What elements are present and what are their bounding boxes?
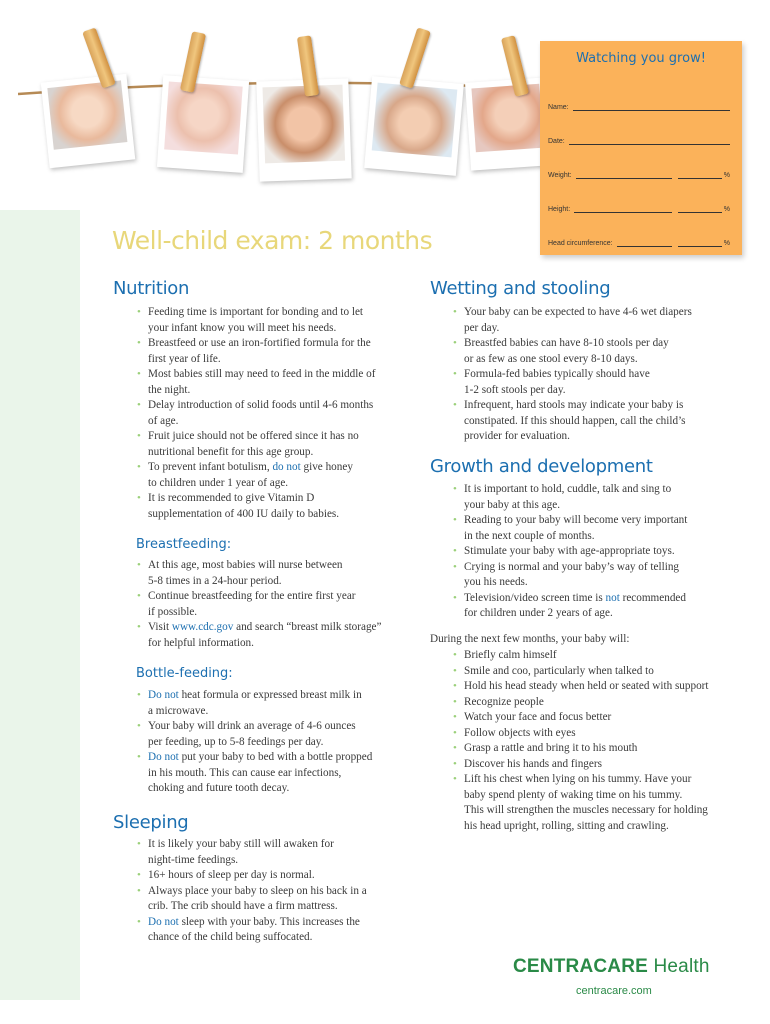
- milestones-intro: During the next few months, your baby will:: [430, 633, 630, 645]
- list-item-line: [148, 574, 426, 590]
- item-text: 16+ hours of sleep per day is normal.: [148, 869, 315, 881]
- head-line[interactable]: [617, 238, 672, 247]
- card-title: Watching you grow!: [576, 51, 706, 66]
- item-text: if possible.: [148, 605, 198, 618]
- height-label: Height:: [548, 206, 571, 213]
- item-text: per day.: [464, 321, 500, 334]
- item-text: night-time feedings.: [148, 853, 239, 866]
- list-item-line: [148, 636, 426, 652]
- list-item: [452, 648, 752, 664]
- list-item: [136, 429, 426, 460]
- item-text: 5-8 times in a 24-hour period.: [148, 574, 282, 587]
- item-text: Visit: [148, 621, 170, 633]
- list-item-line: [464, 383, 752, 399]
- item-text: in his mouth. This can cause ear infections,: [148, 766, 342, 779]
- list-item: [136, 868, 426, 884]
- head-percentile-line[interactable]: [678, 238, 722, 247]
- list-item: [452, 591, 752, 622]
- bottle-feeding-heading: Bottle-feeding:: [136, 666, 233, 681]
- list-item-line: [148, 853, 426, 869]
- list-item-line: [464, 726, 752, 742]
- list-item-line: [464, 336, 752, 352]
- list-item-line: [464, 429, 752, 445]
- list-item: [452, 398, 752, 445]
- item-text: Delay introduction of solid foods until 4-6 months: [148, 399, 374, 411]
- item-text: Infrequent, hard stools may indicate your baby is: [464, 399, 684, 411]
- item-text: nutritional benefit for this age group.: [148, 445, 314, 458]
- item-text: Lift his chest when lying on his tummy. Have your: [464, 773, 692, 785]
- website-url[interactable]: centracare.com: [576, 985, 652, 997]
- height-percentile-line[interactable]: [678, 204, 722, 213]
- weight-line[interactable]: [576, 170, 672, 179]
- item-text: Watch your face and focus better: [464, 711, 612, 723]
- list-item: [452, 513, 752, 544]
- item-text: Continue breastfeeding for the entire first year: [148, 590, 356, 602]
- nutrition-list: [136, 305, 426, 522]
- list-item-line: [148, 735, 426, 751]
- list-item-line: [464, 757, 752, 773]
- list-item: [452, 679, 752, 695]
- item-text: Most babies still may need to feed in the middle of: [148, 368, 376, 380]
- list-item: [136, 750, 426, 797]
- item-text: choking and future tooth decay.: [148, 782, 290, 794]
- list-item: [136, 305, 426, 336]
- list-item: [452, 305, 752, 336]
- item-text: It is likely your baby still will awaken for: [148, 838, 334, 850]
- item-text: Discover his hands and fingers: [464, 757, 602, 770]
- list-item: [452, 695, 752, 711]
- baby-photo-4: [364, 76, 464, 176]
- list-item-line: [464, 575, 752, 591]
- item-text: your infant know you will meet his needs.: [148, 321, 337, 334]
- percent-sign: %: [723, 206, 730, 213]
- item-text: To prevent infant botulism,: [148, 461, 270, 473]
- item-text: his head upright, rolling, sitting and crawling.: [464, 819, 669, 832]
- item-text: Television/video screen time is: [464, 591, 603, 604]
- list-item: [452, 544, 752, 560]
- item-text: It is important to hold, cuddle, talk and sing to: [464, 483, 672, 495]
- list-item: [452, 726, 752, 742]
- name-line[interactable]: [573, 102, 730, 111]
- wetting-heading: Wetting and stooling: [430, 278, 611, 299]
- height-line[interactable]: [574, 204, 672, 213]
- list-item-line: [464, 305, 752, 321]
- growth-tracking-card: [540, 41, 742, 255]
- item-text: Your baby can be expected to have 4-6 wet diapers: [464, 306, 692, 318]
- list-item-line: [464, 710, 752, 726]
- item-text: heat formula or expressed breast milk in: [181, 689, 362, 701]
- cdc-link[interactable]: www.cdc.gov: [171, 621, 234, 633]
- list-item-line: [464, 414, 752, 430]
- list-item-line: [148, 336, 426, 352]
- item-text: Hold his head steady when held or seated with support: [464, 680, 709, 692]
- item-text: baby spend plenty of waking time on his tummy.: [464, 788, 683, 801]
- baby-photo-5: [465, 77, 551, 170]
- logo-part-3: Health: [648, 956, 710, 977]
- list-item-line: [148, 305, 426, 321]
- list-item-line: [148, 605, 426, 621]
- list-item-line: [464, 664, 752, 680]
- growth-list: [452, 482, 752, 622]
- wetting-list: [452, 305, 752, 445]
- list-item-line: [148, 915, 426, 931]
- list-item: [136, 398, 426, 429]
- list-item: [452, 757, 752, 773]
- list-item-line: [464, 529, 752, 545]
- list-item: [136, 884, 426, 915]
- item-text: This will strengthen the muscles necessary for holding: [464, 804, 708, 816]
- page-title: Well-child exam: 2 months: [112, 226, 433, 255]
- item-text: chance of the child being suffocated.: [148, 931, 313, 943]
- emphasis-text: do not: [272, 461, 301, 473]
- list-item: [136, 367, 426, 398]
- item-text: the night.: [148, 383, 191, 396]
- milestones-list: [452, 648, 752, 834]
- list-item-line: [148, 766, 426, 782]
- list-item: [136, 336, 426, 367]
- list-item-line: [148, 899, 426, 915]
- item-text: in the next couple of months.: [464, 529, 595, 542]
- list-item-line: [464, 367, 752, 383]
- item-text: Smile and coo, particularly when talked to: [464, 664, 654, 677]
- list-item: [452, 482, 752, 513]
- item-text: Follow objects with eyes: [464, 726, 576, 739]
- height-field[interactable]: [548, 199, 730, 213]
- list-item-line: [464, 819, 752, 835]
- item-text: Formula-fed babies typically should have: [464, 368, 650, 380]
- list-item-line: [148, 445, 426, 461]
- list-item-line: [464, 352, 752, 368]
- emphasis-text: not: [605, 591, 620, 604]
- percent-sign: %: [723, 240, 730, 247]
- list-item-line: [148, 884, 426, 900]
- sleeping-list: [136, 837, 426, 946]
- item-text: crib. The crib should have a firm mattress.: [148, 900, 338, 912]
- item-text: Briefly calm himself: [464, 649, 557, 661]
- item-text: Feeding time is important for bonding and to let: [148, 306, 364, 318]
- item-text: recommended: [622, 591, 686, 604]
- list-item-line: [148, 688, 426, 704]
- baby-photo-1: [41, 74, 136, 169]
- list-item-line: [148, 589, 426, 605]
- list-item: [452, 741, 752, 757]
- date-label: Date:: [548, 138, 565, 145]
- item-text: Your baby will drink an average of 4-6 ounces: [148, 720, 356, 732]
- list-item: [452, 772, 752, 834]
- list-item: [452, 336, 752, 367]
- list-item-line: [148, 367, 426, 383]
- item-text: Recognize people: [464, 695, 544, 708]
- weight-percentile-line[interactable]: [678, 170, 722, 179]
- list-item-line: [464, 741, 752, 757]
- item-text: constipated. If this should happen, call the child’s: [464, 414, 686, 427]
- item-text: supplementation of 400 IU daily to babies.: [148, 507, 340, 520]
- list-item: [136, 688, 426, 719]
- item-text: first year of life.: [148, 352, 221, 365]
- weight-field[interactable]: [548, 165, 730, 179]
- list-item-line: [148, 558, 426, 574]
- emphasis-text: Do not: [148, 689, 179, 701]
- item-text: Stimulate your baby with age-appropriate toys.: [464, 545, 675, 557]
- list-item-line: [464, 695, 752, 711]
- item-text: Always place your baby to sleep on his back in a: [148, 884, 367, 897]
- list-item-line: [464, 513, 752, 529]
- list-item-line: [464, 648, 752, 664]
- list-item-line: [148, 507, 426, 523]
- list-item-line: [148, 620, 426, 636]
- item-text: to children under 1 year of age.: [148, 476, 289, 489]
- item-text: of age.: [148, 414, 179, 427]
- list-item-line: [148, 719, 426, 735]
- item-text: Crying is normal and your baby’s way of telling: [464, 560, 680, 573]
- list-item: [452, 367, 752, 398]
- logo-part-2: CARE: [593, 956, 649, 977]
- list-item-line: [148, 460, 426, 476]
- head-label: Head circumference:: [548, 240, 613, 247]
- list-item: [136, 915, 426, 946]
- list-item-line: [148, 868, 426, 884]
- item-text: Fruit juice should not be offered since it has no: [148, 430, 359, 442]
- percent-sign: %: [723, 172, 730, 179]
- list-item-line: [464, 606, 752, 622]
- list-item-line: [148, 352, 426, 368]
- item-text: sleep with your baby. This increases the: [181, 915, 360, 928]
- item-text: 1-2 soft stools per day.: [464, 383, 566, 396]
- left-color-band: [0, 210, 80, 1000]
- list-item-line: [148, 837, 426, 853]
- name-label: Name:: [548, 104, 569, 111]
- weight-label: Weight:: [548, 172, 572, 179]
- list-item-line: [148, 930, 426, 946]
- list-item: [136, 589, 426, 620]
- list-item-line: [464, 498, 752, 514]
- item-text: a microwave.: [148, 704, 209, 717]
- list-item-line: [464, 321, 752, 337]
- item-text: Reading to your baby will become very important: [464, 514, 688, 526]
- list-item: [136, 837, 426, 868]
- emphasis-text: Do not: [148, 751, 179, 763]
- list-item-line: [464, 544, 752, 560]
- list-item: [452, 664, 752, 680]
- baby-photo-2: [157, 75, 249, 173]
- list-item-line: [148, 383, 426, 399]
- list-item-line: [148, 414, 426, 430]
- list-item: [136, 719, 426, 750]
- item-text: and search “breast milk storage”: [236, 621, 382, 633]
- list-item-line: [148, 750, 426, 766]
- name-field[interactable]: [548, 97, 730, 111]
- sleeping-heading: Sleeping: [113, 812, 189, 833]
- date-field[interactable]: [548, 131, 730, 145]
- item-text: give honey: [303, 461, 353, 473]
- list-item-line: [464, 772, 752, 788]
- list-item-line: [464, 560, 752, 576]
- list-item-line: [148, 398, 426, 414]
- list-item-line: [148, 781, 426, 797]
- centracare-logo: [513, 956, 710, 978]
- list-item: [452, 710, 752, 726]
- list-item: [136, 558, 426, 589]
- item-text: put your baby to bed with a bottle propped: [181, 751, 373, 763]
- item-text: you his needs.: [464, 576, 528, 588]
- list-item-line: [464, 591, 752, 607]
- list-item-line: [148, 321, 426, 337]
- head-field[interactable]: [548, 233, 730, 247]
- item-text: per feeding, up to 5-8 feedings per day.: [148, 735, 324, 748]
- item-text: or as few as one stool every 8-10 days.: [464, 352, 638, 365]
- list-item-line: [464, 398, 752, 414]
- breastfeeding-list: [136, 558, 426, 651]
- list-item: [136, 491, 426, 522]
- list-item: [136, 460, 426, 491]
- item-text: Grasp a rattle and bring it to his mouth: [464, 742, 638, 754]
- list-item: [452, 560, 752, 591]
- item-text: your baby at this age.: [464, 498, 561, 511]
- item-text: for children under 2 years of age.: [464, 607, 613, 619]
- item-text: At this age, most babies will nurse between: [148, 559, 343, 571]
- item-text: for helpful information.: [148, 636, 254, 649]
- list-item-line: [464, 679, 752, 695]
- emphasis-text: Do not: [148, 915, 179, 928]
- list-item-line: [464, 803, 752, 819]
- nutrition-heading: Nutrition: [113, 278, 190, 299]
- list-item-line: [148, 704, 426, 720]
- item-text: provider for evaluation.: [464, 430, 570, 442]
- logo-part-1: CENTRA: [513, 956, 594, 977]
- date-line[interactable]: [569, 136, 730, 145]
- item-text: It is recommended to give Vitamin D: [148, 492, 315, 504]
- list-item-line: [464, 482, 752, 498]
- growth-heading: Growth and development: [430, 456, 653, 477]
- item-text: Breastfed babies can have 8-10 stools per day: [464, 337, 669, 349]
- list-item-line: [148, 429, 426, 445]
- bottle-feeding-list: [136, 688, 426, 797]
- list-item: [136, 620, 426, 651]
- list-item-line: [464, 788, 752, 804]
- breastfeeding-heading: Breastfeeding:: [136, 537, 232, 552]
- list-item-line: [148, 491, 426, 507]
- item-text: Breastfeed or use an iron-fortified formula for the: [148, 337, 371, 349]
- list-item-line: [148, 476, 426, 492]
